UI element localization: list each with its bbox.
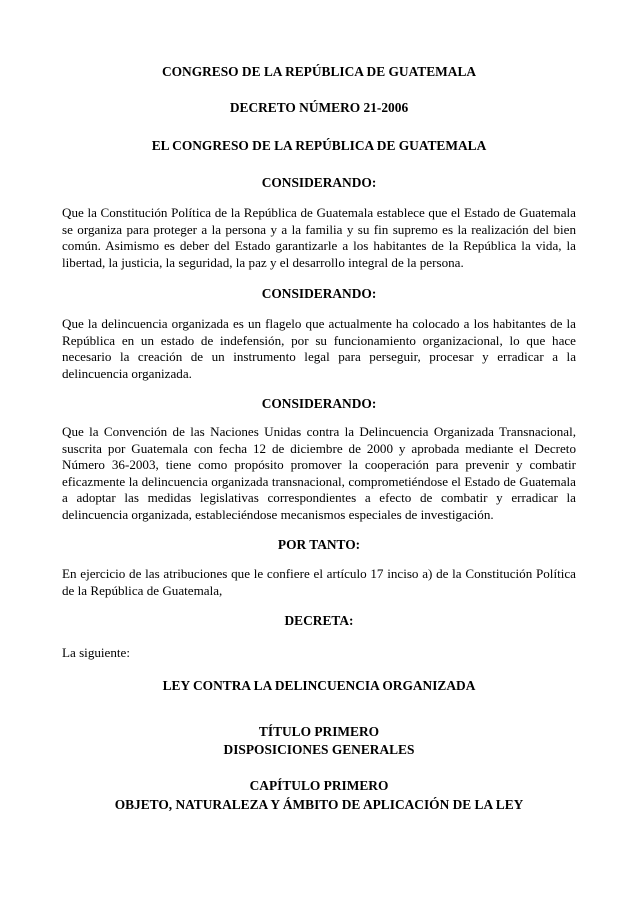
titulo-name: DISPOSICIONES GENERALES <box>223 742 415 757</box>
capitulo-name: OBJETO, NATURALEZA Y ÁMBITO DE APLICACIÓN DE LA LEY <box>114 797 524 812</box>
congress-title: CONGRESO DE LA REPÚBLICA DE GUATEMALA <box>161 64 477 79</box>
law-title: LEY CONTRA LA DELINCUENCIA ORGANIZADA <box>162 678 476 693</box>
por-tanto-heading: POR TANTO: <box>277 537 361 552</box>
congress-subtitle: EL CONGRESO DE LA REPÚBLICA DE GUATEMALA <box>151 138 487 153</box>
considerando-heading-1: CONSIDERANDO: <box>261 175 377 190</box>
considerando-heading-2: CONSIDERANDO: <box>261 286 377 301</box>
decreta-text: La siguiente: <box>62 645 130 660</box>
considerando-text-1: Que la Constitución Política de la República de Guatemala establece que el Estado de Guatemala se organiza para proteger a la persona y a la familia y su fin supremo es la realización del bien común. Asimismo es deber del Estado garantizarle a los habitantes de la República la vida, la libertad, la justicia, la seguridad, la paz y el desarrollo integral de la persona. <box>62 205 576 270</box>
titulo-number: TÍTULO PRIMERO <box>258 724 380 739</box>
considerando-heading-3: CONSIDERANDO: <box>261 396 377 411</box>
decreta-heading: DECRETA: <box>284 613 354 628</box>
decree-number: DECRETO NÚMERO 21-2006 <box>229 100 409 115</box>
por-tanto-text: En ejercicio de las atribuciones que le confiere el artículo 17 inciso a) de la Constitución Política de la República de Guatemala, <box>62 566 576 598</box>
considerando-text-3: Que la Convención de las Naciones Unidas contra la Delincuencia Organizada Transnacional, suscrita por Guatemala con fecha 12 de diciembre de 2000 y aprobada mediante el Decreto Número 36-2003, tiene como propósito promover la cooperación para prevenir y combatir eficazmente la delincuencia organizada transnacional, comprometiéndose el Estado de Guatemala a adoptar las medidas legislativas correspondientes a efecto de combatir y erradicar la delincuencia organizada, estableciéndose mecanismos especiales de investigación. <box>62 424 576 522</box>
capitulo-number: CAPÍTULO PRIMERO <box>249 778 389 793</box>
considerando-text-2: Que la delincuencia organizada es un flagelo que actualmente ha colocado a los habitantes de la República en un estado de indefensión, por su funcionamiento organizacional, lo que hace necesario la creación de un instrumento legal para perseguir, procesar y erradicar a la delincuencia organizada. <box>62 316 576 381</box>
